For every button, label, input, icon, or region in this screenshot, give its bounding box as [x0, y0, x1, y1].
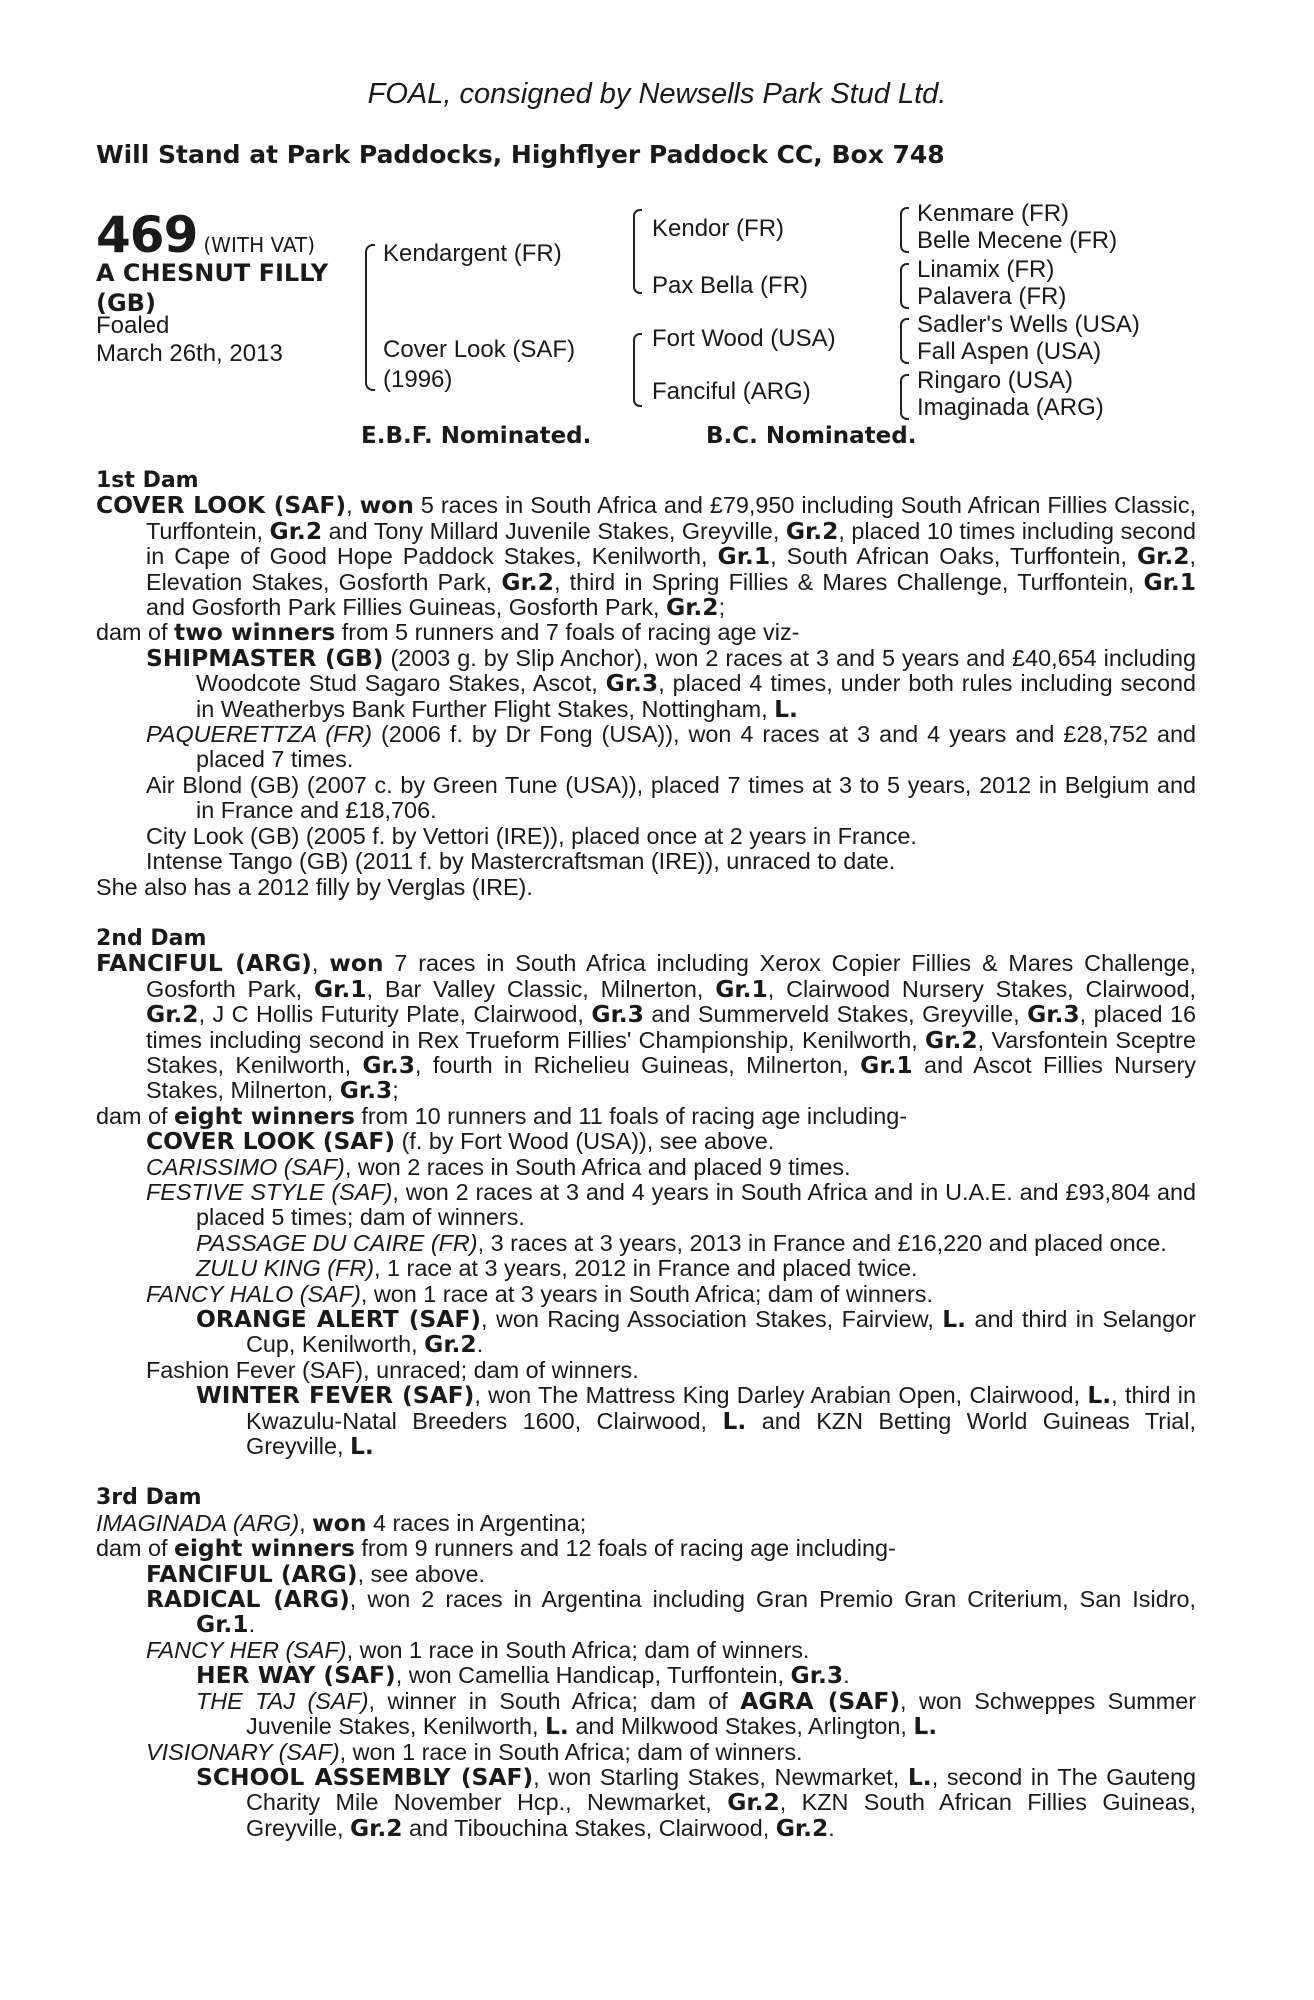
horse-name: CARISSIMO (SAF)	[146, 1153, 345, 1180]
record-text: , second in The Gauteng Charity Mile November Hcp., Newmarket,	[246, 1763, 1196, 1816]
record-text: , won 2 races at 3 and 4 years in South Africa and in U.A.E. and £93,804 and placed 5 times; dam of winners.	[196, 1178, 1196, 1231]
produce-fanciful	[96, 1559, 1196, 1588]
record-text: 5 races in South Africa and £79,950 including South African Fillies Classic, Turffontein,	[146, 492, 1197, 544]
first-dam-record: COVER LOOK (SAF), won 5 races in South Africa and £79,950 including South African Fillies Classic, Turffontein, Gr.2 and Tony Millard Juvenile Stakes, Greyville, Gr.2, placed 10 times including second in Cape of Good Hope Paddock Stakes, Kenilworth, Gr.1, South African Oaks, Turffontein, Gr.2, Elevation Stakes, Gosforth Park, Gr.2, third in Spring Fillies & Mares Challenge, Turffontein, Gr.1 and Gosforth Park Fillies Guineas, Gosforth Park, Gr.2;	[96, 491, 1197, 622]
produce-carissimo	[96, 1155, 1196, 1180]
record-text: and Tibouchina Stakes, Clairwood,	[402, 1814, 776, 1841]
horse-name: FANCIFUL (ARG)	[146, 1559, 358, 1588]
record-text: and Summerveld Stakes, Greyville,	[643, 1001, 1028, 1028]
horse-name: RADICAL (ARG)	[146, 1585, 350, 1614]
second-dam-heading: 2nd Dam	[96, 925, 207, 951]
record-text: , won Schweppes Summer Juvenile Stakes, Kenilworth,	[246, 1687, 1197, 1740]
pedigree-brace-g78	[900, 374, 909, 420]
produce-winter-fever	[96, 1383, 1196, 1459]
foaled-label: Foaled	[96, 312, 170, 339]
second-dam-produce-summary	[96, 1101, 1196, 1130]
produce-intense-tango: Intense Tango (GB) (2011 f. by Mastercraftsman (IRE)), unraced to date.	[146, 848, 896, 875]
record-text: .	[828, 1814, 835, 1841]
horse-name: FANCY HALO (SAF)	[146, 1280, 361, 1307]
record-text: .	[248, 1611, 256, 1638]
grade: Gr.2	[775, 1813, 829, 1842]
produce-fancy-halo	[96, 1282, 1196, 1307]
record-text: , won 1 race in South Africa; dam of winners.	[346, 1636, 810, 1663]
produce-passage-du-caire	[96, 1231, 1196, 1256]
record-text: , won 1 race at 3 years in South Africa; dam of winners.	[360, 1280, 933, 1307]
horse-name: SHIPMASTER (GB)	[146, 643, 384, 672]
first-dam-also: She also has a 2012 filly by Verglas (IRE).	[96, 873, 533, 900]
produce-radical	[96, 1587, 1196, 1638]
record-text: (2006 f. by Dr Fong (USA)), won 4 races at 3 and 4 years and £28,752 and placed 7 times.	[196, 721, 1196, 773]
produce-cover-look	[96, 1129, 1196, 1154]
record-text: 4 races in Argentina;	[366, 1509, 587, 1536]
grade: L.	[913, 1712, 938, 1741]
record-text: , 3 races at 3 years, 2013 in France and £16,220 and placed once.	[477, 1229, 1167, 1256]
pedigree-dam-sire: Fort Wood (USA)	[652, 325, 836, 352]
horse-name: HER WAY (SAF)	[196, 1661, 396, 1690]
pedigree-sire: Kendargent (FR)	[383, 240, 562, 267]
horse-name: ZULU KING (FR)	[196, 1255, 375, 1282]
grade: Gr.1	[196, 1610, 249, 1639]
third-dam-produce-summary	[96, 1536, 1196, 1561]
record-text: from 5 runners and 7 foals of racing age viz-	[335, 619, 800, 646]
grade: Gr.2	[501, 567, 554, 596]
first-dam-produce-summary	[96, 620, 1196, 645]
consignment-line: FOAL, consigned by Newsells Park Stud Ltd.	[367, 78, 947, 110]
pedigree-brace-g56	[900, 318, 909, 364]
produce-her-way	[96, 1663, 1196, 1688]
section-gap	[96, 900, 1196, 926]
grade: Gr.2	[269, 516, 323, 545]
grade: Gr.3	[362, 1050, 415, 1079]
lot-number: 469	[96, 206, 198, 264]
second-dam-name: FANCIFUL (ARG)	[96, 949, 312, 978]
third-dam-record: IMAGINADA (ARG), won 4 races in Argentina;	[96, 1508, 587, 1537]
produce-fashion-fever: Fashion Fever (SAF), unraced; dam of winners.	[146, 1356, 639, 1383]
produce-fancy-her	[96, 1638, 1196, 1663]
record-text: ;	[392, 1077, 399, 1104]
grade: Gr.2	[146, 1000, 199, 1029]
horse-name: COVER LOOK (SAF)	[146, 1127, 396, 1156]
record-text: from 10 runners and 11 foals of racing age including-	[354, 1102, 908, 1129]
bc-nominated: B.C. Nominated.	[706, 423, 917, 449]
grade: Gr.1	[715, 974, 768, 1003]
record-text: , placed 16 times including second in Rex Trueform Fillies' Championship, Kenilworth,	[146, 1001, 1196, 1053]
winners-count: two winners	[174, 618, 336, 647]
record-text: (f. by Fort Wood (USA)), see above.	[395, 1128, 775, 1155]
record-text: (2003 g. by Slip Anchor), won 2 races at 3 and 5 years and £40,654 including Woodcote Stud Sagaro Stakes, Ascot,	[196, 644, 1196, 697]
record-text: and Milkwood Stakes, Arlington,	[568, 1713, 914, 1740]
pedigree-g6: Fall Aspen (USA)	[917, 338, 1102, 365]
record-text: , third in Kwazulu-Natal Breeders 1600, Clairwood,	[246, 1382, 1196, 1434]
grade: Gr.2	[785, 516, 839, 545]
horse-name: FESTIVE STYLE (SAF)	[146, 1178, 393, 1205]
record-text: and third in Selangor Cup, Kenilworth,	[246, 1306, 1196, 1358]
record-text: , see above.	[357, 1560, 486, 1587]
record-text: , Bar Valley Classic, Milnerton,	[366, 975, 716, 1002]
horse-name: SCHOOL ASSEMBLY (SAF)	[196, 1762, 534, 1791]
second-dam-record: FANCIFUL (ARG), won 7 races in South Africa including Xerox Copier Fillies & Mares Challenge, Gosforth Park, Gr.1, Bar Valley Classic, Milnerton, Gr.1, Clairwood Nursery Stakes, Clairwood, Gr.2, J C Hollis Futurity Plate, Clairwood, Gr.3 and Summerveld Stakes, Greyville, Gr.3, placed 16 times including second in Rex Trueform Fillies' Championship, Kenilworth, Gr.2, Varsfontein Sceptre Stakes, Kenilworth, Gr.3, fourth in Richelieu Guineas, Milnerton, Gr.1 and Ascot Fillies Nursery Stakes, Milnerton, Gr.3;	[96, 949, 1197, 1105]
ebf-nominated: E.B.F. Nominated.	[361, 423, 592, 449]
horse-name: ORANGE ALERT (SAF)	[196, 1305, 482, 1333]
grade: L.	[907, 1762, 932, 1791]
grade: L.	[722, 1406, 747, 1435]
grade: Gr.2	[424, 1330, 477, 1359]
lot-description: A CHESNUT FILLY (GB)	[96, 259, 329, 317]
lot-number-block	[96, 206, 315, 264]
grade: Gr.3	[605, 669, 659, 698]
horse-name: PAQUERETTZA (FR)	[146, 721, 373, 748]
third-dam-heading: 3rd Dam	[96, 1485, 202, 1511]
record-text: .	[476, 1331, 484, 1358]
record-text: , J C Hollis Futurity Plate, Clairwood,	[198, 1001, 592, 1028]
record-text: 7 races in South Africa including Xerox Copier Fillies & Mares Challenge, Gosforth Park,	[146, 950, 1197, 1002]
pedigree-brace-sire	[633, 209, 642, 294]
foaled-date: March 26th, 2013	[96, 340, 283, 367]
grade: Gr.3	[1027, 1000, 1080, 1029]
pedigree-sire-sire: Kendor (FR)	[652, 215, 785, 242]
produce-air-blond: Air Blond (GB) (2007 c. by Green Tune (USA)), placed 7 times at 3 to 5 years, 2012 in Belgium and in France and £18,706.	[146, 771, 1196, 824]
record-text: , won 1 race in South Africa; dam of winners.	[339, 1738, 803, 1765]
grade: L.	[545, 1712, 569, 1741]
record-text: , KZN South African Fillies Guineas, Greyville,	[246, 1789, 1196, 1841]
record-text: , won 2 races in Argentina including Gran Premio Gran Criterium, San Isidro,	[349, 1586, 1196, 1613]
third-dam-name: IMAGINADA (ARG)	[96, 1509, 300, 1536]
pedigree-brace-dam	[633, 333, 642, 407]
first-dam-heading: 1st Dam	[96, 468, 199, 493]
produce-school-assembly	[96, 1762, 1196, 1842]
horse-name: FANCY HER (SAF)	[146, 1636, 347, 1663]
pedigree-g7: Ringaro (USA)	[917, 367, 1074, 394]
foaled-block	[96, 312, 283, 368]
record-text: , won Racing Association Stakes, Fairview,	[481, 1306, 943, 1332]
horse-name: AGRA (SAF)	[740, 1686, 901, 1715]
produce-paquerettza	[96, 722, 1196, 773]
horse-name: THE TAJ (SAF)	[196, 1687, 369, 1714]
produce-visionary	[96, 1740, 1196, 1765]
won-label: won	[359, 491, 414, 520]
horse-name: PASSAGE DU CAIRE (FR)	[196, 1229, 478, 1256]
record-text: and Tony Millard Juvenile Stakes, Greyville,	[322, 517, 786, 544]
record-text: , won 2 races in South Africa and placed 9 times.	[344, 1153, 851, 1180]
produce-shipmaster	[96, 643, 1196, 723]
pedigree-brace-g12	[900, 207, 909, 253]
record-text: , fourth in Richelieu Guineas, Milnerton,	[414, 1051, 861, 1078]
pedigree-g5: Sadler's Wells (USA)	[917, 311, 1140, 338]
pedigree-g1: Kenmare (FR)	[917, 200, 1070, 227]
record-text: , won The Mattress King Darley Arabian Open, Clairwood,	[474, 1382, 1088, 1409]
grade: L.	[942, 1305, 967, 1333]
grade: Gr.1	[717, 542, 771, 571]
produce-festive-style	[96, 1180, 1196, 1231]
record-text: , Clairwood Nursery Stakes, Clairwood,	[767, 975, 1196, 1002]
record-text: and Gosforth Park Fillies Guineas, Gosforth Park,	[146, 594, 667, 621]
grade: Gr.3	[591, 1000, 644, 1029]
record-text: and Ascot Fillies Nursery Stakes, Milnerton,	[146, 1051, 1196, 1104]
grade: Gr.2	[666, 593, 719, 622]
winners-count: eight winners	[174, 1101, 355, 1130]
record-text: , Elevation Stakes, Gosforth Park,	[146, 543, 1196, 595]
won-label: won	[329, 949, 384, 978]
record-text: , Varsfontein Sceptre Stakes, Kenilworth,	[146, 1026, 1196, 1078]
dam-records	[96, 468, 1196, 1841]
pedigree-dam: Cover Look (SAF)	[383, 336, 576, 363]
pedigree-dam-dam: Fanciful (ARG)	[652, 378, 811, 405]
grade: L.	[1087, 1381, 1112, 1410]
grade: Gr.1	[860, 1050, 913, 1079]
winners-count: eight winners	[174, 1534, 355, 1563]
stand-location: Will Stand at Park Paddocks, Highflyer Paddock CC, Box 748	[96, 140, 945, 169]
record-text: , South African Oaks, Turffontein,	[770, 543, 1137, 570]
first-dam-name: COVER LOOK (SAF)	[96, 491, 347, 520]
record-text: dam of	[96, 619, 175, 646]
horse-name: WINTER FEVER (SAF)	[196, 1381, 475, 1410]
pedigree-dam-year: (1996)	[383, 366, 453, 393]
section-gap	[96, 1459, 1196, 1485]
grade: L.	[774, 694, 798, 723]
produce-the-taj	[96, 1686, 1197, 1741]
pedigree-g4: Palavera (FR)	[917, 283, 1067, 310]
record-text: and KZN Betting World Guineas Trial, Greyville,	[246, 1407, 1196, 1460]
record-text: from 9 runners and 12 foals of racing age including-	[354, 1535, 896, 1562]
record-text: , placed 10 times including second in Cape of Good Hope Paddock Stakes, Kenilworth,	[146, 517, 1196, 570]
record-text: dam of	[96, 1102, 175, 1129]
grade: L.	[349, 1432, 374, 1461]
record-text: , third in Spring Fillies & Mares Challenge, Turffontein,	[553, 568, 1144, 595]
grade: Gr.3	[339, 1076, 393, 1105]
record-text: , won Camellia Handicap, Turffontein,	[395, 1662, 791, 1689]
grade: Gr.1	[1143, 567, 1197, 596]
grade: Gr.2	[727, 1788, 780, 1817]
produce-orange-alert	[96, 1307, 1196, 1358]
pedigree-g8: Imaginada (ARG)	[917, 394, 1104, 421]
pedigree-g3: Linamix (FR)	[917, 256, 1055, 283]
produce-zulu-king	[96, 1256, 1196, 1281]
record-text: .	[843, 1662, 850, 1689]
grade: Gr.3	[790, 1661, 844, 1690]
horse-name: VISIONARY (SAF)	[146, 1738, 340, 1765]
produce-city-look: City Look (GB) (2005 f. by Vettori (IRE)), placed once at 2 years in France.	[146, 822, 917, 849]
won-label: won	[312, 1508, 367, 1537]
grade: Gr.2	[1136, 542, 1190, 571]
grade: Gr.1	[313, 974, 367, 1003]
grade: Gr.2	[925, 1025, 978, 1054]
lot-vat: (WITH VAT)	[203, 233, 316, 257]
pedigree-g2: Belle Mecene (FR)	[917, 227, 1118, 254]
grade: Gr.2	[349, 1813, 403, 1842]
record-text: dam of	[96, 1535, 175, 1562]
pedigree-brace-g34	[900, 263, 909, 309]
pedigree-brace-main	[365, 244, 375, 391]
record-text: , 1 race at 3 years, 2012 in France and placed twice.	[374, 1255, 918, 1282]
record-text: ;	[718, 594, 726, 621]
record-text: , won Starling Stakes, Newmarket,	[533, 1763, 908, 1790]
record-text: , placed 4 times, under both rules including second in Weatherbys Bank Further Flight Stakes, Nottingham,	[196, 670, 1196, 722]
record-text: , winner in South Africa; dam of	[368, 1687, 741, 1714]
pedigree-sire-dam: Pax Bella (FR)	[652, 272, 809, 299]
